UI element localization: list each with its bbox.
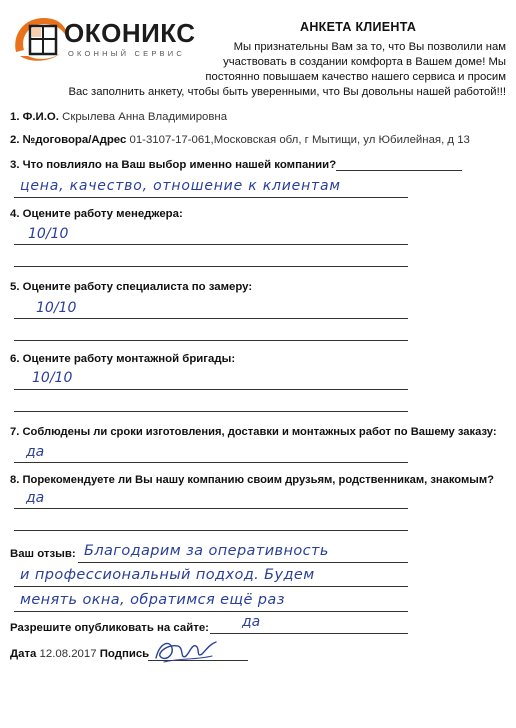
footer-date-sign [10,648,149,660]
question-5-answer: 10/10 [36,300,77,316]
publish-answer: да [242,614,261,630]
review-label: Ваш отзыв: [10,548,76,560]
answer-line [336,170,462,171]
review-line-3: менять окна, обратимся ещё раз [20,592,285,608]
brand-name: ОКОНИКС [64,18,196,48]
brand-tagline: ОКОННЫЙ СЕРВИС [68,49,185,58]
intro-line-1: Мы признательны Вам за то, что Вы позволили нам [233,41,506,53]
handwritten-signature [150,636,222,666]
answer-line [14,530,408,531]
question-1 [10,111,227,123]
question-3-answer: цена, качество, отношение к клиентам [20,178,341,194]
question-4-label: 4. Оцените работу менеджера: [10,208,183,220]
review-line-2: и профессиональный подход. Будем [20,567,315,583]
answer-line [14,197,408,198]
full-name-value: Скрылева Анна Владимировна [62,111,228,123]
answer-line [210,633,408,634]
contract-address-value: 01-3107-17-061,Московская обл, г Мытищи, ул Юбилейная, д 13 [129,134,470,146]
question-1-label: 1. Ф.И.О. [10,111,59,123]
intro-line-4: Вас заполнить анкету, чтобы быть уверенными, что Вы довольны нашей работой!!! [68,86,506,98]
answer-line [78,562,408,563]
date-value: 12.08.2017 [39,648,97,660]
answer-line [14,611,408,612]
intro-line-3: постоянно повышаем качество нашего сервиса и просим [205,71,506,83]
answer-line [14,244,408,245]
answer-line [14,462,408,463]
answer-line [14,586,408,587]
publish-label: Разрешите опубликовать на сайте: [10,622,209,634]
form-title: АНКЕТА КЛИЕНТА [300,20,417,34]
question-3-label: 3. Что повлияло на Ваш выбор именно нашей компании? [10,159,337,171]
question-7-answer: да [26,444,45,460]
review-line-1: Благодарим за оперативность [84,543,329,559]
question-2 [10,134,470,146]
answer-line [14,318,408,319]
answer-line [14,411,408,412]
question-6-answer: 10/10 [32,370,73,386]
answer-line [14,340,408,341]
question-5-label: 5. Оцените работу специалиста по замеру: [10,281,253,293]
question-6-label: 6. Оцените работу монтажной бригады: [10,353,236,365]
question-7-label: 7. Соблюдены ли сроки изготовления, доставки и монтажных работ по Вашему заказу: [10,426,497,438]
question-8-label: 8. Порекомендуете ли Вы нашу компанию своим друзьям, родственникам, знакомым? [10,474,494,486]
question-8-answer: да [26,490,45,506]
question-2-label: 2. №договора/Адрес [10,134,127,146]
signature-label: Подпись [99,648,150,660]
answer-line [14,508,408,509]
answer-line [14,266,408,267]
intro-line-2: участвовать в создании комфорта в Вашем доме! Мы [223,56,506,68]
answer-line [14,389,408,390]
question-4-answer: 10/10 [28,226,69,242]
date-label: Дата [10,648,37,660]
